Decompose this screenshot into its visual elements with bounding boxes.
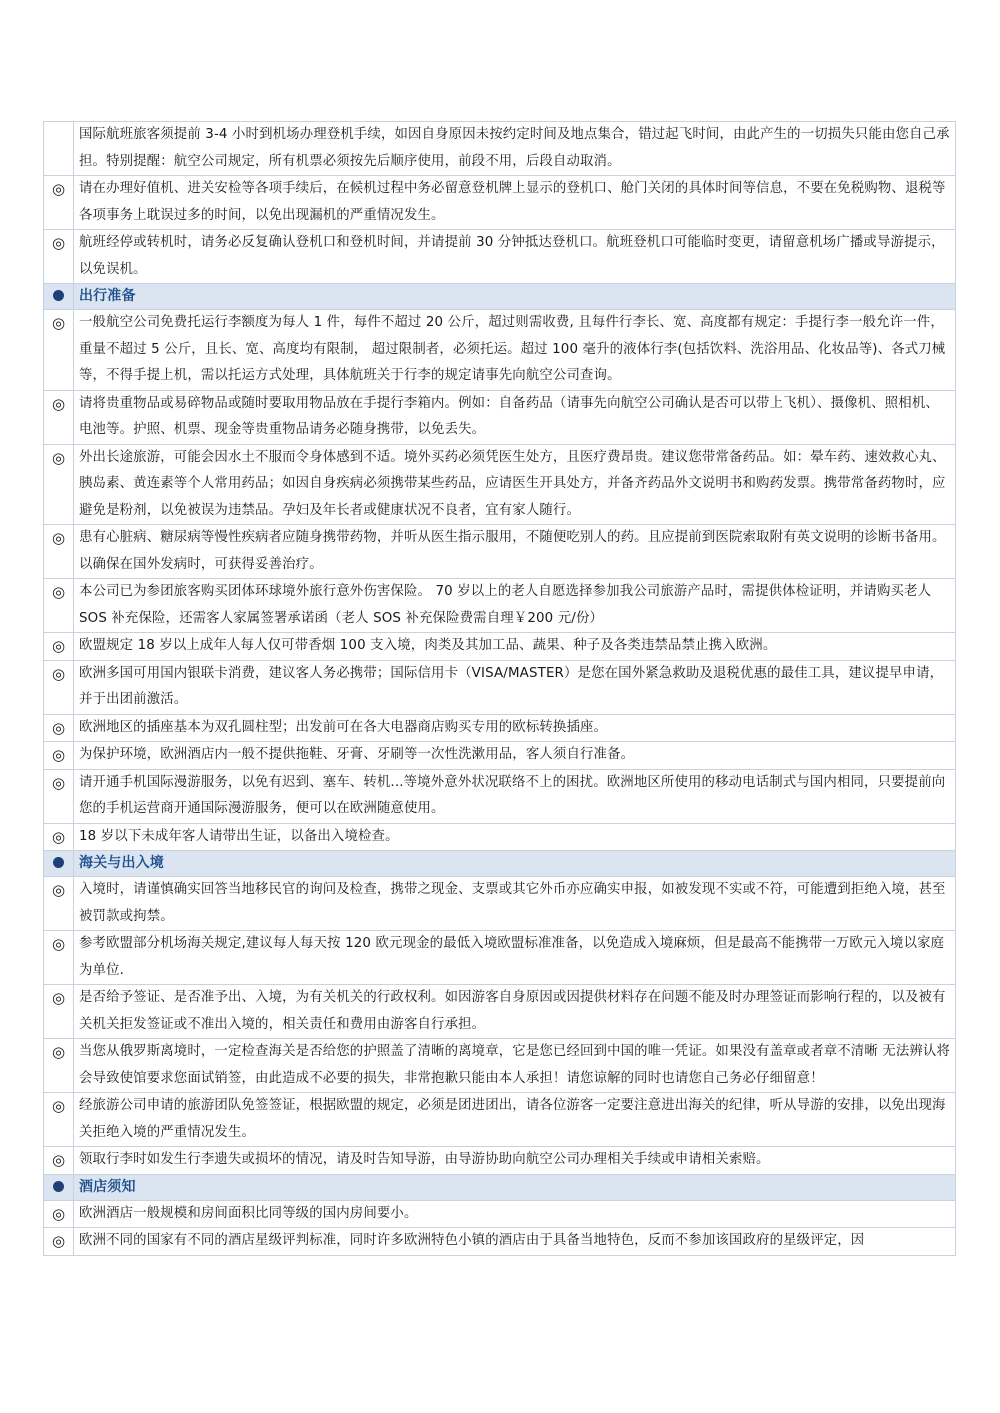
bullet-marker: ◎ <box>44 823 74 851</box>
notice-item-row <box>44 714 956 742</box>
notice-document <box>43 121 956 1256</box>
notice-item-row <box>44 176 956 230</box>
bullet-marker: ◎ <box>44 1228 74 1256</box>
notice-item-text: 领取行李时如发生行李遗失或损坏的情况，请及时告知导游，由导游协助向航空公司办理相关手续或申请相关索赔。 <box>74 1147 956 1175</box>
notice-item-row <box>44 122 956 176</box>
notice-item-row <box>44 985 956 1039</box>
bullet-marker: ◎ <box>44 660 74 714</box>
notice-item-text: 欧洲不同的国家有不同的酒店星级评判标准，同时许多欧洲特色小镇的酒店由于具备当地特色，反而不参加该国政府的星级评定，因 <box>74 1228 956 1256</box>
bullet-marker: ◎ <box>44 230 74 284</box>
notice-item-text: 入境时，请谨慎确实回答当地移民官的询问及检查，携带之现金、支票或其它外币亦应确实申报，如被发现不实或不符，可能遭到拒绝入境，甚至被罚款或拘禁。 <box>74 877 956 931</box>
bullet-marker <box>44 122 74 176</box>
filled-circle-icon <box>53 290 64 301</box>
notice-item-text: 经旅游公司申请的旅游团队免签签证，根据欧盟的规定，必须是团进团出，请各位游客一定要注意进出海关的纪律，听从导游的安排，以免出现海关拒绝入境的严重情况发生。 <box>74 1093 956 1147</box>
notice-item-row <box>44 579 956 633</box>
notice-item-row <box>44 823 956 851</box>
notice-item-row <box>44 1093 956 1147</box>
section-bullet-cell <box>44 284 74 310</box>
bullet-marker: ◎ <box>44 931 74 985</box>
notice-item-text: 请将贵重物品或易碎物品或随时要取用物品放在手提行李箱内。例如：自备药品（请事先向航空公司确认是否可以带上飞机）、摄像机、照相机、电池等。护照、机票、现金等贵重物品请务必随身携带，以免丢失。 <box>74 390 956 444</box>
notice-item-text: 18 岁以下未成年客人请带出生证，以备出入境检查。 <box>74 823 956 851</box>
notice-item-text: 当您从俄罗斯离境时，一定检查海关是否给您的护照盖了清晰的离境章，它是您已经回到中国的唯一凭证。如果没有盖章或者章不清晰 无法辨认将会导致使馆要求您面试销签，由此造成不必要的损失，非常抱歉只能由本人承担！请您谅解的同时也请您自己务必仔细留意！ <box>74 1039 956 1093</box>
notice-item-row <box>44 390 956 444</box>
bullet-marker: ◎ <box>44 1200 74 1228</box>
notice-item-text: 参考欧盟部分机场海关规定,建议每人每天按 120 欧元现金的最低入境欧盟标准准备，以免造成入境麻烦，但是最高不能携带一万欧元入境以家庭为单位. <box>74 931 956 985</box>
section-bullet-cell <box>44 1174 74 1200</box>
notice-item-row <box>44 633 956 661</box>
notice-item-row <box>44 444 956 525</box>
notice-item-row <box>44 877 956 931</box>
section-title: 海关与出入境 <box>74 851 956 877</box>
notice-item-text: 本公司已为参团旅客购买团体环球境外旅行意外伤害保险。 70 岁以上的老人自愿选择参加我公司旅游产品时，需提供体检证明，并请购买老人 SOS 补充保险，还需客人家属签署承诺函（老人 SOS 补充保险费需自理￥200 元/份） <box>74 579 956 633</box>
section-header <box>44 284 956 310</box>
bullet-marker: ◎ <box>44 877 74 931</box>
notice-item-text: 是否给予签证、是否准予出、入境，为有关机关的行政权利。如因游客自身原因或因提供材料存在问题不能及时办理签证而影响行程的，以及被有关机关拒发签证或不准出入境的，相关责任和费用由游客自行承担。 <box>74 985 956 1039</box>
bullet-marker: ◎ <box>44 444 74 525</box>
section-bullet-cell <box>44 851 74 877</box>
bullet-marker: ◎ <box>44 742 74 770</box>
bullet-marker: ◎ <box>44 176 74 230</box>
notice-item-text: 国际航班旅客须提前 3-4 小时到机场办理登机手续，如因自身原因未按约定时间及地点集合，错过起飞时间，由此产生的一切损失只能由您自己承担。特别提醒：航空公司规定，所有机票必须按先后顺序使用，前段不用，后段自动取消。 <box>74 122 956 176</box>
notice-item-text: 欧洲地区的插座基本为双孔圆柱型；出发前可在各大电器商店购买专用的欧标转换插座。 <box>74 714 956 742</box>
bullet-marker: ◎ <box>44 525 74 579</box>
notice-item-text: 为保护环境，欧洲酒店内一般不提供拖鞋、牙膏、牙刷等一次性洗漱用品，客人须自行准备。 <box>74 742 956 770</box>
notice-item-text: 外出长途旅游，可能会因水土不服而令身体感到不适。境外买药必须凭医生处方，且医疗费昂贵。建议您带常备药品。如：晕车药、速效救心丸、胰岛素、黄连素等个人常用药品；如因自身疾病必须携带某些药品，应请医生开具处方，并备齐药品外文说明书和购药发票。携带常备药物时，应避免是粉剂，以免被误为违禁品。孕妇及年长者或健康状况不良者，宜有家人随行。 <box>74 444 956 525</box>
bullet-marker: ◎ <box>44 633 74 661</box>
notice-item-row <box>44 1147 956 1175</box>
notice-item-text: 航班经停或转机时，请务必反复确认登机口和登机时间，并请提前 30 分钟抵达登机口。航班登机口可能临时变更，请留意机场广播或导游提示，以免误机。 <box>74 230 956 284</box>
bullet-marker: ◎ <box>44 1039 74 1093</box>
bullet-marker: ◎ <box>44 579 74 633</box>
notice-item-text: 请开通手机国际漫游服务，以免有迟到、塞车、转机...等境外意外状况联络不上的困扰。欧洲地区所使用的移动电话制式与国内相同，只要提前向您的手机运营商开通国际漫游服务，便可以在欧洲随意使用。 <box>74 769 956 823</box>
notice-item-text: 欧盟规定 18 岁以上成年人每人仅可带香烟 100 支入境，肉类及其加工品、蔬果、种子及各类违禁品禁止携入欧洲。 <box>74 633 956 661</box>
notice-item-row <box>44 1039 956 1093</box>
bullet-marker: ◎ <box>44 1147 74 1175</box>
bullet-marker: ◎ <box>44 985 74 1039</box>
section-title: 酒店须知 <box>74 1174 956 1200</box>
notice-item-row <box>44 931 956 985</box>
section-header <box>44 851 956 877</box>
notice-item-text: 欧洲酒店一般规模和房间面积比同等级的国内房间要小。 <box>74 1200 956 1228</box>
notice-item-text: 一般航空公司免费托运行李额度为每人 1 件，每件不超过 20 公斤，超过则需收费, 且每件行李长、宽、高度都有规定：手提行李一般允许一件，重量不超过 5 公斤，且长、宽、高度均有限制， 超过限制者，必须托运。超过 100 毫升的液体行李(包括饮料、洗浴用品、化妆品等)、各式刀械等，不得手提上机，需以托运方式处理，具体航班关于行李的规定请事先向航空公司查询。 <box>74 310 956 391</box>
notice-item-row <box>44 230 956 284</box>
notice-item-row <box>44 1200 956 1228</box>
filled-circle-icon <box>53 1181 64 1192</box>
notice-item-text: 欧洲多国可用国内银联卡消费，建议客人务必携带；国际信用卡（VISA/MASTER）是您在国外紧急救助及退税优惠的最佳工具，建议提早申请，并于出团前激活。 <box>74 660 956 714</box>
notice-item-row <box>44 742 956 770</box>
notice-table <box>43 121 956 1256</box>
bullet-marker: ◎ <box>44 769 74 823</box>
filled-circle-icon <box>53 857 64 868</box>
section-title: 出行准备 <box>74 284 956 310</box>
notice-table-body <box>44 122 956 1256</box>
bullet-marker: ◎ <box>44 1093 74 1147</box>
notice-item-row <box>44 310 956 391</box>
notice-item-row <box>44 660 956 714</box>
section-header <box>44 1174 956 1200</box>
notice-item-row <box>44 1228 956 1256</box>
notice-item-text: 请在办理好值机、进关安检等各项手续后，在候机过程中务必留意登机牌上显示的登机口、舱门关闭的具体时间等信息，不要在免税购物、退税等各项事务上耽误过多的时间，以免出现漏机的严重情况发生。 <box>74 176 956 230</box>
notice-item-row <box>44 769 956 823</box>
notice-item-text: 患有心脏病、糖尿病等慢性疾病者应随身携带药物，并听从医生指示服用，不随便吃别人的药。且应提前到医院索取附有英文说明的诊断书备用。以确保在国外发病时，可获得妥善治疗。 <box>74 525 956 579</box>
bullet-marker: ◎ <box>44 714 74 742</box>
notice-item-row <box>44 525 956 579</box>
bullet-marker: ◎ <box>44 390 74 444</box>
bullet-marker: ◎ <box>44 310 74 391</box>
